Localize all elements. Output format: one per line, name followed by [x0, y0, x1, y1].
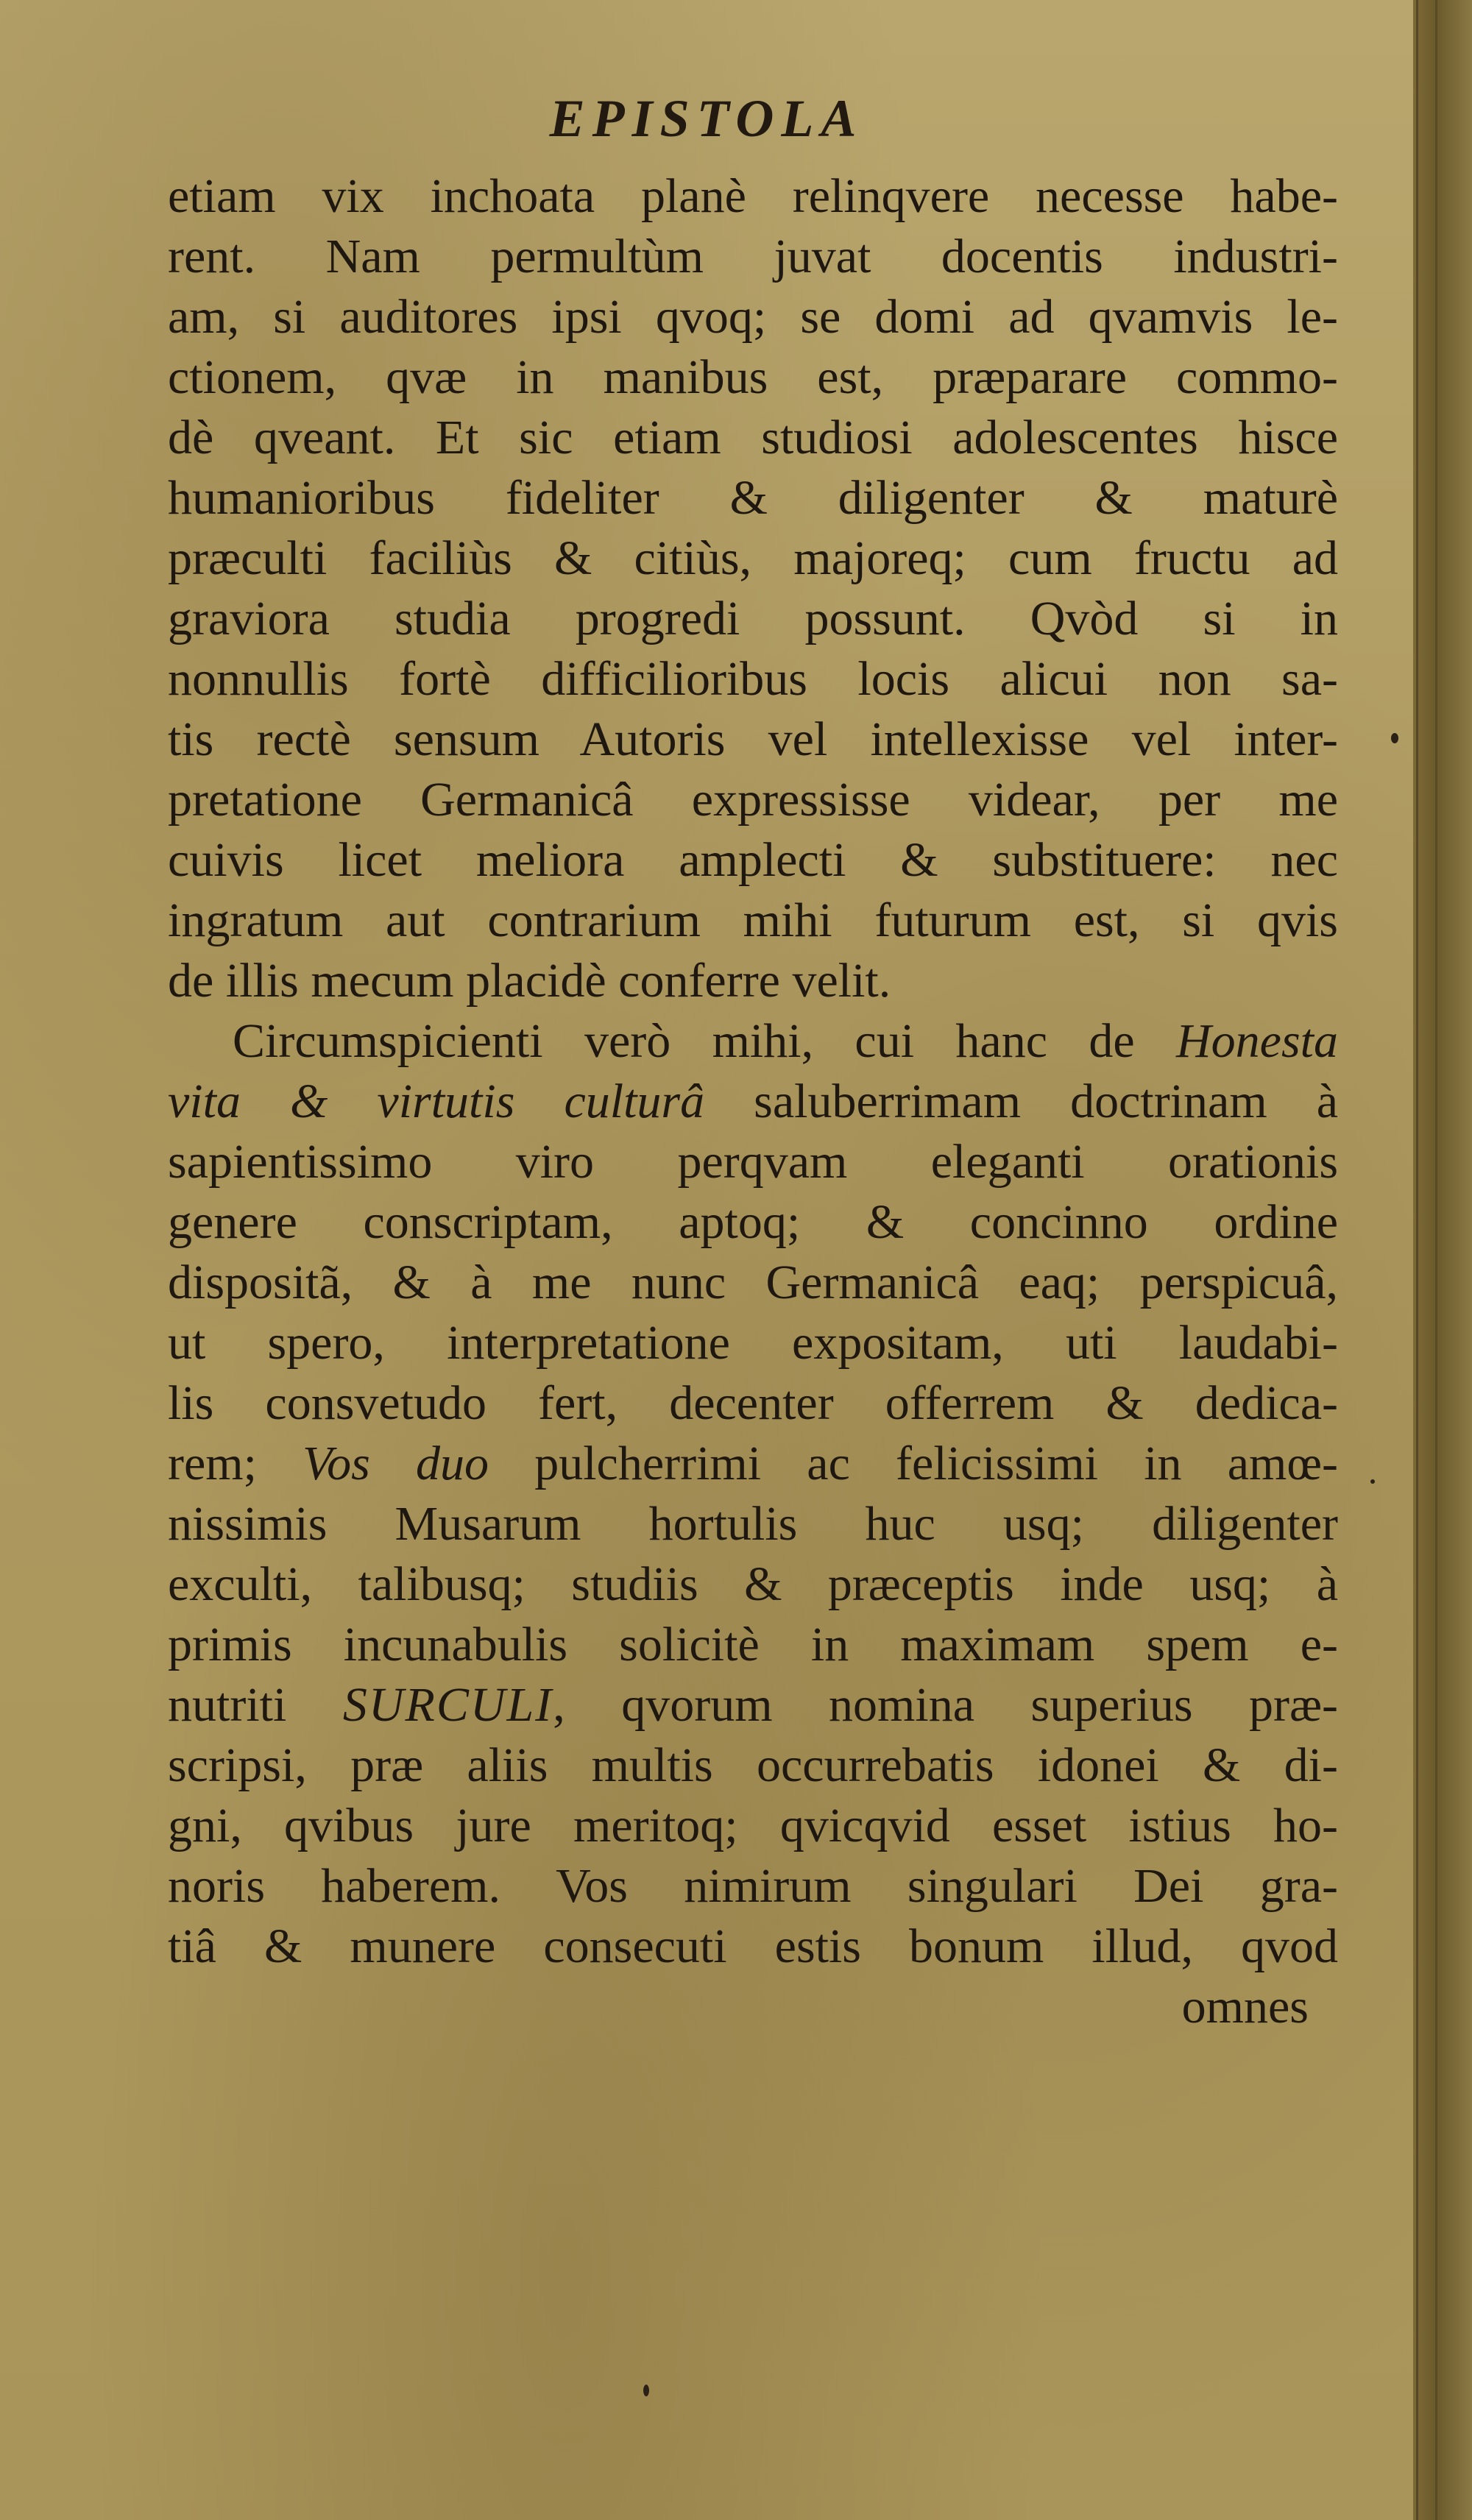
paragraph-2-line-12 [168, 1675, 1338, 1735]
text-line: nissimis Musarum hortulis huc usq; diligenter [168, 1497, 1338, 1551]
paragraph-2-line-2 [168, 1072, 1338, 1132]
catchword: omnes [1181, 1980, 1309, 2034]
text-line: pretatione Germanicâ expressisse videar, per me [168, 773, 1338, 827]
text-line: ctionem, qvæ in manibus est, præparare commo- [168, 350, 1338, 404]
text-line: noris haberem. Vos nimirum singulari Dei gra- [168, 1859, 1338, 1913]
italic-run: vita & virtutis culturâ [168, 1075, 705, 1128]
text-line: genere conscriptam, aptoq; & concinno ordine [168, 1195, 1338, 1249]
text-line: tis rectè sensum Autoris vel intellexisse vel inter- [168, 712, 1338, 766]
text-line: etiam vix inchoata planè relinqvere necesse habe- [168, 169, 1338, 223]
ink-speck [1370, 1479, 1375, 1484]
text-run: Circumspicienti verò mihi, cui hanc de [233, 1014, 1135, 1068]
text-line: nonnullis fortè difficilioribus locis alicui non sa- [168, 652, 1338, 706]
text-line: sapientissimo viro perqvam eleganti orationis [168, 1135, 1338, 1189]
paragraph-2-line-8 [168, 1434, 1338, 1494]
text-line: de illis mecum placidè conferre velit. [168, 954, 891, 1008]
text-line: præculti faciliùs & citiùs, majoreq; cum fructu ad [168, 531, 1338, 585]
edge-line [1416, 0, 1418, 2520]
page-edge [1413, 0, 1472, 2520]
text-line: scripsi, præ aliis multis occurrebatis idonei & di- [168, 1738, 1338, 1792]
text-block [168, 166, 1338, 2037]
running-head: EPISTOLA [549, 89, 864, 148]
ink-speck [1391, 733, 1398, 743]
text-line: graviora studia progredi possunt. Qvòd si in [168, 592, 1338, 645]
text-run: , qvorum nomina superius præ- [553, 1678, 1338, 1732]
text-line: ingratum aut contrarium mihi futurum est, si qvis [168, 893, 1338, 947]
text-run: nutriti [168, 1678, 287, 1732]
text-line: ut spero, interpretatione expositam, uti laudabi- [168, 1316, 1338, 1370]
text-line: lis consvetudo fert, decenter offerrem & dedica- [168, 1376, 1338, 1430]
edge-line [1435, 0, 1437, 2520]
text-run: saluberrimam doctrinam à [754, 1075, 1338, 1128]
text-line: exculti, talibusq; studiis & præceptis inde usq; à [168, 1557, 1338, 1611]
paragraph-2-line-1 [168, 1011, 1338, 1072]
italic-run: Vos duo [302, 1437, 489, 1490]
text-line: am, si auditores ipsi qvoq; se domi ad qvamvis le- [168, 290, 1338, 344]
text-line: primis incunabulis solicitè in maximam spem e- [168, 1618, 1338, 1671]
smallcaps-run: SURCULI [342, 1678, 553, 1732]
text-line: humanioribus fideliter & diligenter & maturè [168, 471, 1338, 525]
ink-speck [643, 2385, 649, 2396]
text-line: cuivis licet meliora amplecti & substituere: nec [168, 833, 1338, 887]
text-line: tiâ & munere consecuti estis bonum illud, qvod [168, 1919, 1338, 1973]
text-line: gni, qvibus jure meritoq; qvicqvid esset istius ho- [168, 1799, 1338, 1852]
text-line: dispositã, & à me nunc Germanicâ eaq; perspicuâ, [168, 1256, 1338, 1309]
text-line: rent. Nam permultùm juvat docentis industri- [168, 230, 1338, 283]
text-line: dè qveant. Et sic etiam studiosi adolescentes hisce [168, 411, 1338, 464]
text-run: rem; [168, 1437, 257, 1490]
italic-run: Honesta [1176, 1014, 1338, 1068]
text-run: pulcherrimi ac felicissimi in amœ- [534, 1437, 1338, 1490]
